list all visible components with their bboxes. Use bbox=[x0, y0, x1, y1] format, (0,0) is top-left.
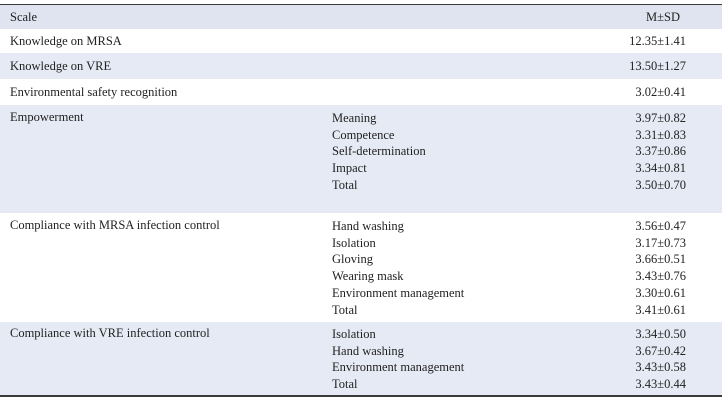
row-scale-label: Empowerment bbox=[10, 110, 84, 124]
row-value: 12.35±1.41 bbox=[629, 34, 686, 48]
table-header-row bbox=[0, 5, 722, 29]
sub-value: 3.50±0.70 bbox=[635, 177, 686, 192]
sub-label: Environment management bbox=[332, 285, 465, 300]
sub-value: 3.34±0.50 bbox=[635, 327, 686, 341]
sub-label: Total bbox=[332, 377, 358, 392]
sub-label: Total bbox=[332, 302, 358, 317]
sub-value-list bbox=[635, 326, 686, 393]
sub-value: 3.34±0.81 bbox=[635, 161, 686, 176]
sub-label: Hand washing bbox=[332, 343, 404, 358]
header-scale: Scale bbox=[10, 10, 38, 24]
sub-label: Hand washing bbox=[332, 219, 404, 233]
sub-value: 3.37±0.86 bbox=[635, 144, 686, 159]
sub-value: 3.66±0.51 bbox=[635, 252, 686, 267]
sub-label: Meaning bbox=[332, 111, 377, 125]
sub-value: 3.31±0.83 bbox=[635, 127, 686, 142]
table-row-vre-compliance bbox=[0, 322, 722, 395]
table-row-empowerment bbox=[0, 105, 722, 213]
table-row-knowledge-mrsa bbox=[0, 29, 722, 53]
sub-value: 3.43±0.58 bbox=[635, 360, 686, 375]
sub-label: Isolation bbox=[332, 235, 376, 250]
sub-label: Isolation bbox=[332, 327, 376, 341]
sub-value: 3.17±0.73 bbox=[635, 235, 686, 250]
sub-label: Gloving bbox=[332, 252, 373, 267]
sub-value-list bbox=[635, 218, 686, 318]
sub-label-list bbox=[332, 326, 464, 393]
sub-value: 3.97±0.82 bbox=[635, 111, 686, 125]
row-scale-label: Compliance with MRSA infection control bbox=[10, 218, 220, 232]
sub-value-list bbox=[635, 110, 686, 194]
table-row-mrsa-compliance bbox=[0, 213, 722, 322]
sub-value: 3.56±0.47 bbox=[635, 219, 686, 233]
sub-label-list bbox=[332, 110, 426, 194]
table-bottom-rule bbox=[0, 395, 722, 397]
row-scale-label: Knowledge on VRE bbox=[10, 59, 112, 73]
table-row-environmental-safety bbox=[0, 79, 722, 105]
row-scale-label: Compliance with VRE infection control bbox=[10, 326, 210, 340]
sub-value: 3.43±0.44 bbox=[635, 377, 686, 392]
sub-label: Wearing mask bbox=[332, 269, 404, 284]
sub-label: Self-determination bbox=[332, 144, 426, 159]
sub-label: Environment management bbox=[332, 360, 465, 375]
sub-value: 3.30±0.61 bbox=[635, 285, 686, 300]
sub-label: Impact bbox=[332, 161, 367, 176]
sub-value: 3.41±0.61 bbox=[635, 302, 686, 317]
sub-label: Total bbox=[332, 177, 358, 192]
sub-label-list bbox=[332, 218, 464, 318]
row-value: 13.50±1.27 bbox=[629, 59, 686, 73]
sub-value: 3.43±0.76 bbox=[635, 269, 686, 284]
sub-label: Competence bbox=[332, 127, 395, 142]
sub-value: 3.67±0.42 bbox=[635, 343, 686, 358]
table-row-knowledge-vre bbox=[0, 53, 722, 79]
header-msd: M±SD bbox=[646, 10, 680, 24]
row-value: 3.02±0.41 bbox=[635, 85, 686, 99]
row-scale-label: Knowledge on MRSA bbox=[10, 34, 122, 48]
row-scale-label: Environmental safety recognition bbox=[10, 85, 178, 99]
